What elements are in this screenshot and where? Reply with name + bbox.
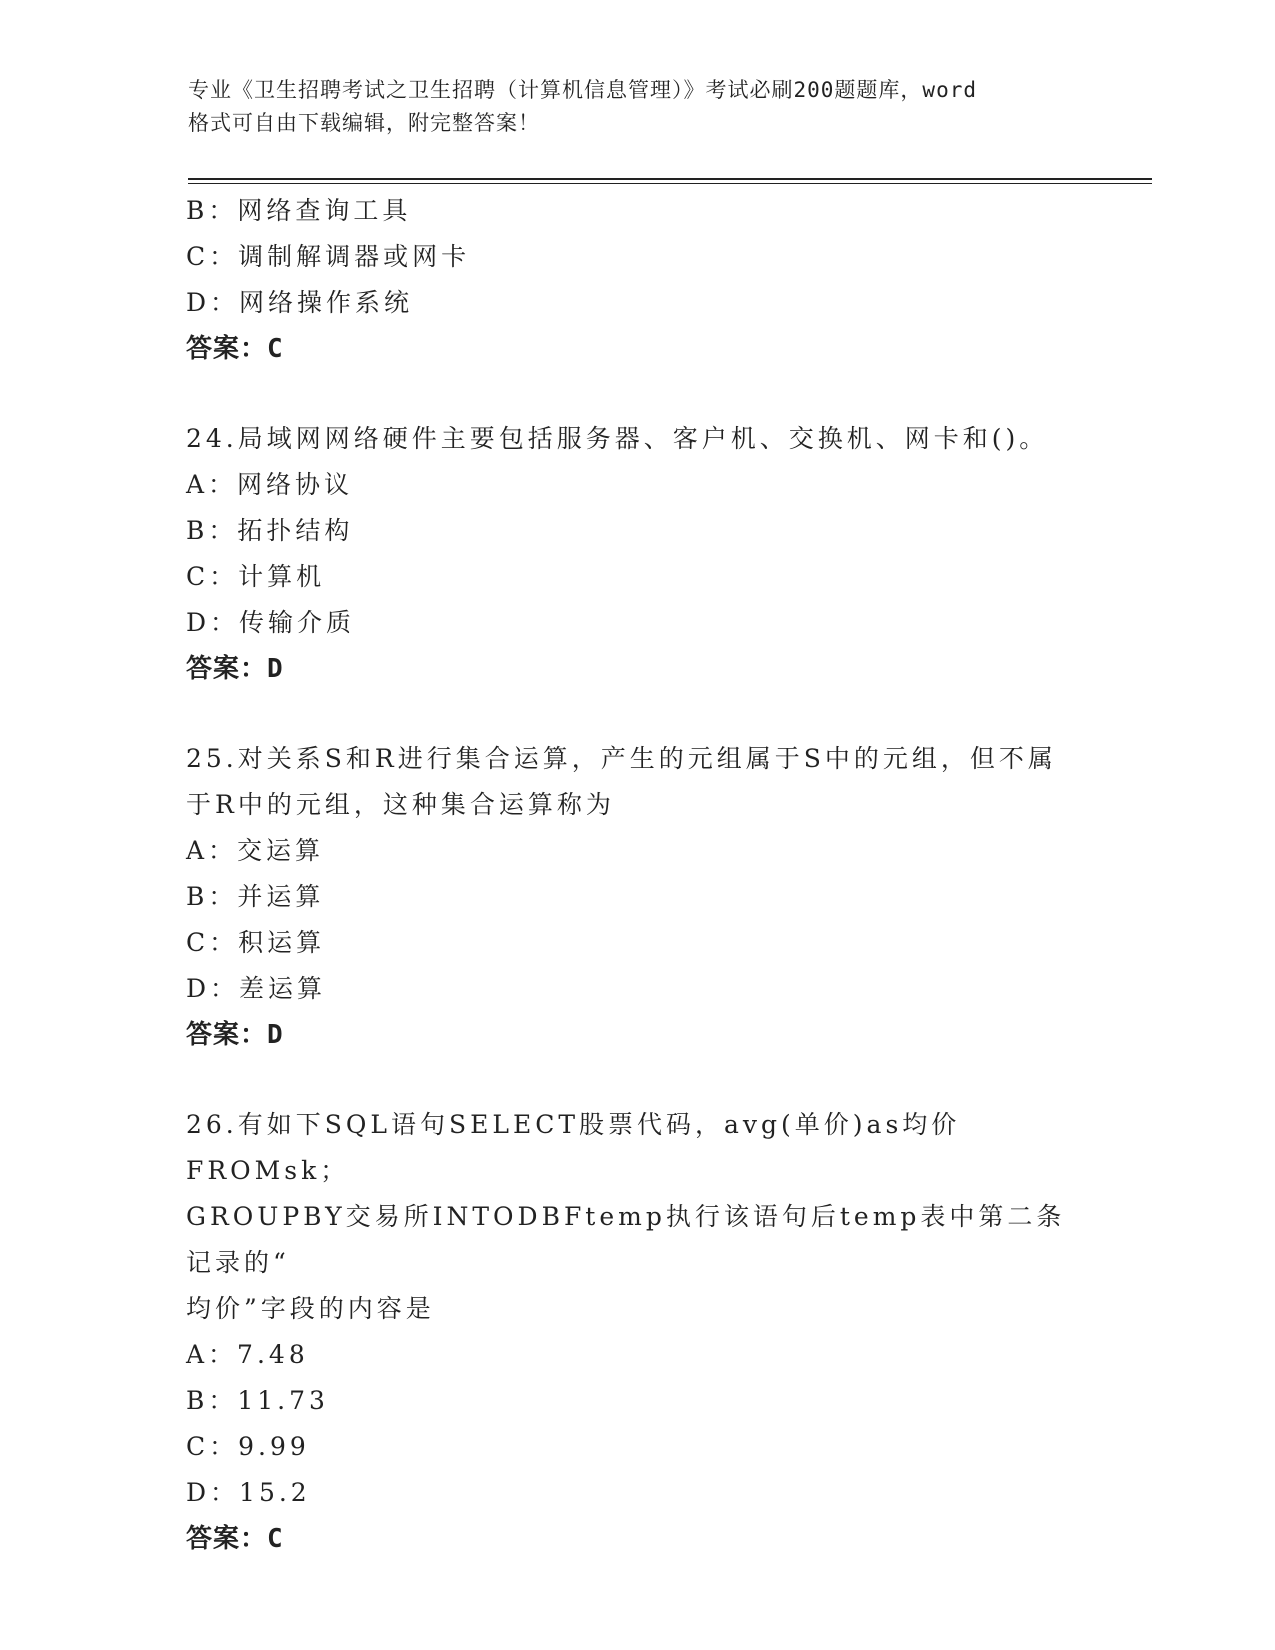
question-stem-line-3: 均价”字段的内容是: [186, 1294, 435, 1323]
option-a: A：交运算: [186, 836, 325, 865]
option-d: D：传输介质: [186, 608, 356, 637]
option-d: D：15.2: [186, 1478, 311, 1507]
option-c: C：计算机: [186, 562, 326, 591]
option-c: C：积运算: [186, 928, 326, 957]
question-stem-line-2: GROUPBY交易所INTODBFtemp执行该语句后temp表中第二条记录的“: [186, 1202, 1066, 1277]
option-c: C：调制解调器或网卡: [186, 242, 471, 271]
option-b: B：拓扑结构: [186, 516, 354, 545]
option-a: A：网络协议: [186, 470, 354, 499]
answer-line: 答案：D: [186, 1020, 284, 1050]
question-stem-line-1: 25.对关系S和R进行集合运算，产生的元组属于S中的元组，但不属: [186, 744, 1057, 773]
header-divider-thin: [188, 183, 1152, 184]
header-line-2: 格式可自由下载编辑，附完整答案！: [188, 111, 540, 135]
option-a: A：7.48: [186, 1340, 309, 1369]
option-b: B：并运算: [186, 882, 325, 911]
header-divider-thick: [188, 178, 1152, 180]
question-23-tail: [186, 188, 1086, 372]
option-b: B：网络查询工具: [186, 196, 412, 225]
question-stem: 24.局域网网络硬件主要包括服务器、客户机、交换机、网卡和()。: [186, 424, 1049, 453]
header-line-1: 专业《卫生招聘考试之卫生招聘（计算机信息管理）》考试必刷200题题库，word: [188, 78, 977, 102]
question-24: [186, 416, 1086, 692]
answer-line: 答案：C: [186, 334, 284, 364]
question-list: [186, 188, 1086, 1562]
option-c: C：9.99: [186, 1432, 310, 1461]
question-stem-line-2: 于R中的元组，这种集合运算称为: [186, 790, 615, 819]
question-26: [186, 1102, 1086, 1562]
option-d: D：差运算: [186, 974, 327, 1003]
answer-line: 答案：C: [186, 1524, 284, 1554]
question-25: [186, 736, 1086, 1058]
option-b: B：11.73: [186, 1386, 329, 1415]
document-header: [188, 74, 1088, 140]
option-d: D：网络操作系统: [186, 288, 414, 317]
question-stem-line-1: 26.有如下SQL语句SELECT股票代码，avg(单价)as均价FROMsk；: [186, 1110, 961, 1185]
answer-line: 答案：D: [186, 654, 284, 684]
